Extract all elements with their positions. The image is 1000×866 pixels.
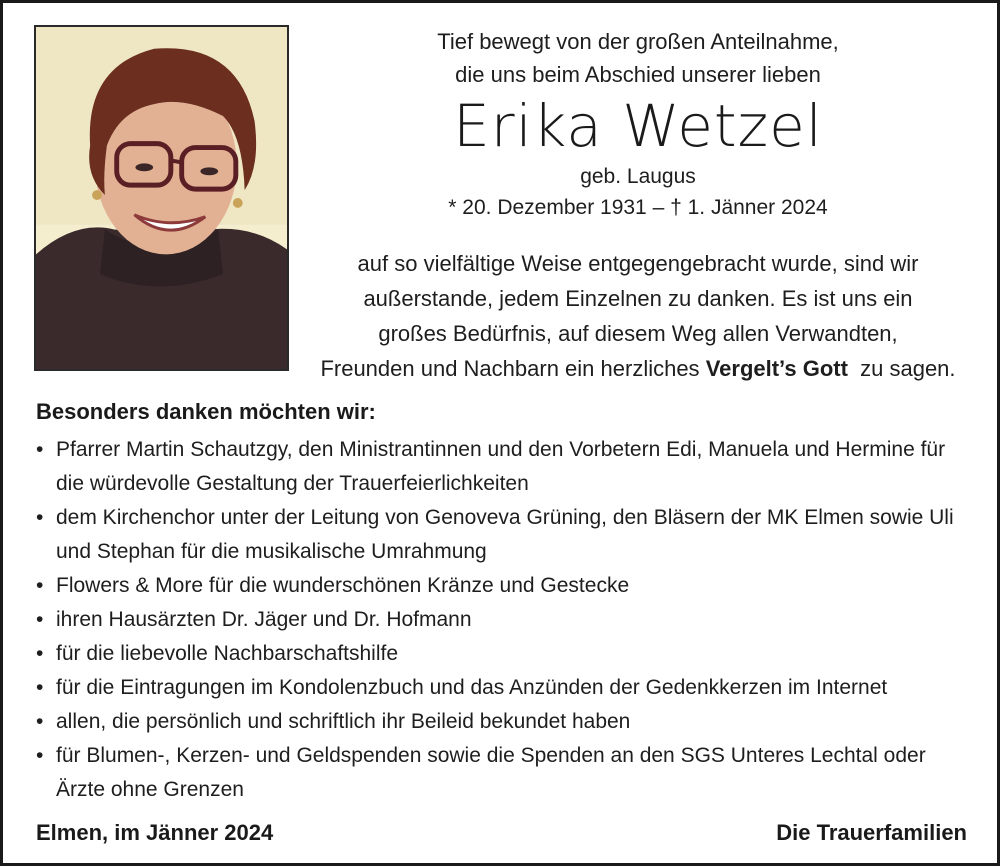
signature: Die Trauerfamilien [776, 820, 967, 845]
maiden-name: geb. Laugus [580, 165, 696, 188]
portrait-illustration [36, 27, 287, 369]
paragraph-line-4 [303, 351, 973, 386]
bullet-icon: • [36, 642, 44, 665]
vergelts-gott-bold: Vergelt’s Gott [705, 356, 848, 381]
list-item-text: für Blumen-, Kerzen- und Geldspenden sowie die Spenden an den SGS Unteres Lechtal oder Ärzte ohne Grenzen [56, 744, 926, 801]
list-item [36, 603, 976, 637]
paragraph-line-4-pre: Freunden und Nachbarn ein herzliches [320, 356, 706, 381]
header-block [303, 25, 973, 223]
bullet-icon: • [36, 438, 44, 461]
bullet-icon: • [36, 676, 44, 699]
list-item [36, 433, 976, 501]
intro-line-1: Tief bewegt von der großen Anteilnahme, [437, 29, 839, 54]
list-item [36, 705, 976, 739]
portrait-photo [34, 25, 289, 371]
life-dates: * 20. Dezember 1931 – † 1. Jänner 2024 [448, 196, 828, 219]
bullet-icon: • [36, 710, 44, 733]
list-item-text: Pfarrer Martin Schautzgy, den Ministrantinnen und den Vorbetern Edi, Manuela und Hermine für die würdevolle Gestaltung der Trauerfeierlichkeiten [56, 438, 946, 495]
list-item-text: ihren Hausärzten Dr. Jäger und Dr. Hofmann [56, 608, 472, 631]
list-item-text: für die Eintragungen im Kondolenzbuch und das Anzünden der Gedenkkerzen im Internet [56, 676, 888, 699]
intro-line-2: die uns beim Abschied unserer lieben [455, 62, 821, 87]
list-item-text: Flowers & More für die wunderschönen Kränze und Gestecke [56, 574, 630, 597]
bullet-icon: • [36, 608, 44, 631]
list-item-text: für die liebevolle Nachbarschaftshilfe [56, 642, 399, 665]
bullet-icon: • [36, 506, 44, 529]
paragraph-line-1: auf so vielfältige Weise entgegengebracht wurde, sind wir [357, 251, 919, 276]
list-item [36, 501, 976, 569]
list-item-text: allen, die persönlich und schriftlich ihr Beileid bekundet haben [56, 710, 631, 733]
list-item [36, 671, 976, 705]
paragraph-line-3: großes Bedürfnis, auf diesem Weg allen Verwandten, [378, 321, 898, 346]
thanks-list [36, 433, 976, 807]
place-and-date: Elmen, im Jänner 2024 [36, 820, 274, 845]
deceased-name: Erika Wetzel [453, 92, 823, 160]
thank-you-paragraph [303, 246, 973, 386]
list-item [36, 739, 976, 807]
bullet-icon: • [36, 574, 44, 597]
thanks-heading: Besonders danken möchten wir: [36, 399, 376, 424]
list-item-text: dem Kirchenchor unter der Leitung von Genoveva Grüning, den Bläsern der MK Elmen sowie Uli und Stephan für die musikalische Umrahmung [56, 506, 954, 563]
bullet-icon: • [36, 744, 44, 767]
paragraph-line-4-post: zu sagen. [847, 356, 956, 381]
list-item [36, 637, 976, 671]
paragraph-line-2: außerstande, jedem Einzelnen zu danken. Es ist uns ein [363, 286, 913, 311]
list-item [36, 569, 976, 603]
